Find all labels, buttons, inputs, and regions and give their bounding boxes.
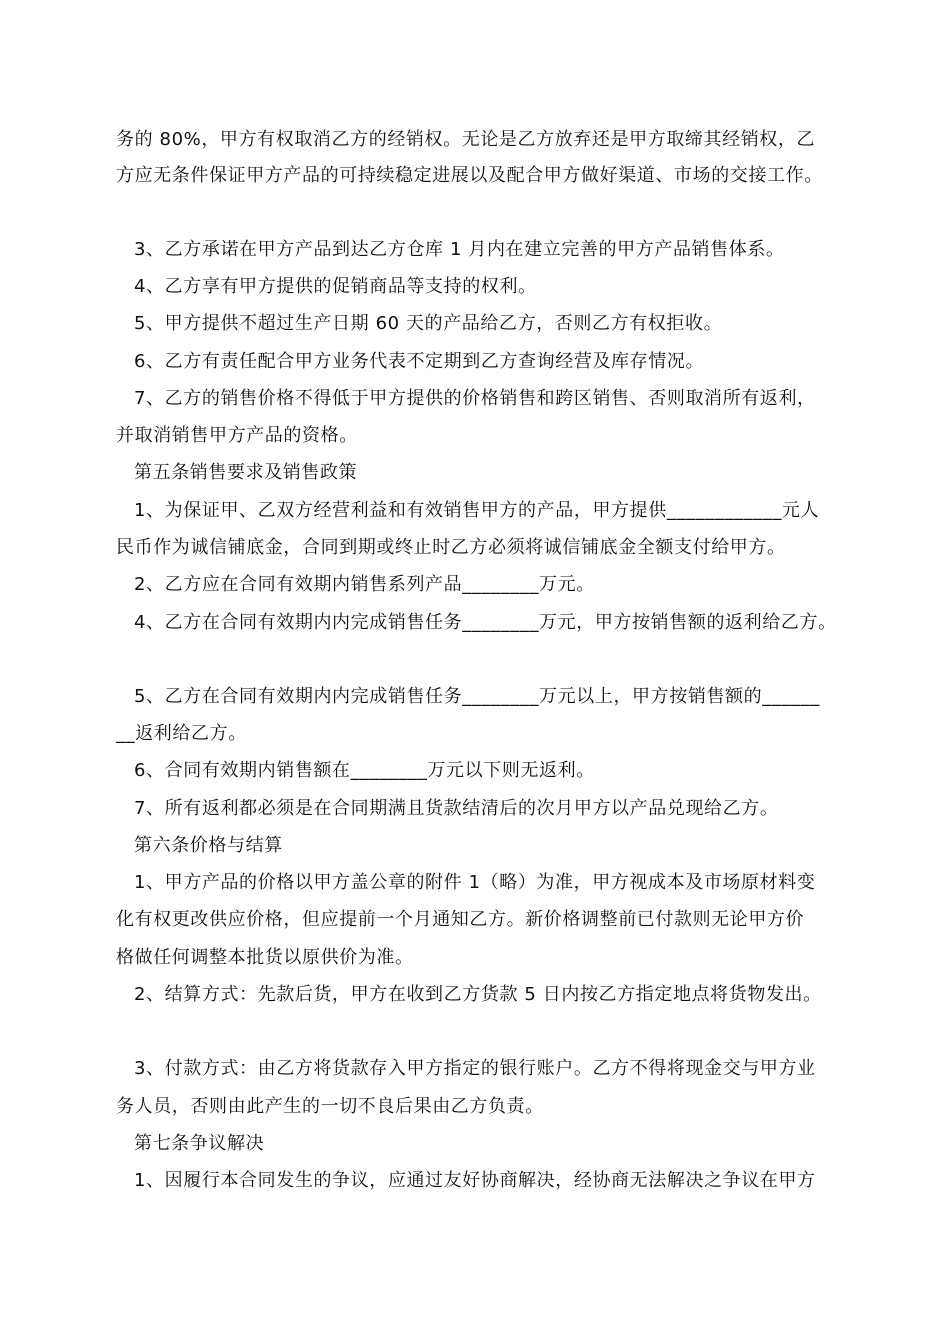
clause-5-7: 7、所有返利都必须是在合同期满且货款结清后的次月甲方以产品兑现给乙方。	[134, 798, 779, 819]
clause-6-3-cont: 务人员，否则由此产生的一切不良后果由乙方负责。	[116, 1096, 544, 1117]
clause-line-3: 3、乙方承诺在甲方产品到达乙方仓库 1 月内在建立完善的甲方产品销售体系。	[134, 239, 785, 260]
paragraph-line-1: 务的 80%，甲方有权取消乙方的经销权。无论是乙方放弃还是甲方取缔其经销权，乙	[116, 129, 816, 150]
clause-7-1: 1、因履行本合同发生的争议，应通过友好协商解决，经协商无法解决之争议在甲方	[134, 1170, 816, 1191]
clause-6-1-cont-1: 化有权更改供应价格，但应提前一个月通知乙方。新价格调整前已付款则无论甲方价	[116, 909, 805, 930]
clause-6-1-cont-2: 格做任何调整本批货以原供价为准。	[116, 947, 414, 968]
clause-5-5-cont: __返利给乙方。	[116, 723, 247, 744]
clause-6-2: 2、结算方式：先款后货，甲方在收到乙方货款 5 日内按乙方指定地点将货物发出。	[134, 984, 822, 1005]
clause-5-2: 2、乙方应在合同有效期内销售系列产品________万元。	[134, 574, 595, 595]
clause-5-5: 5、乙方在合同有效期内内完成销售任务________万元以上，甲方按销售额的______	[134, 686, 820, 707]
clause-line-4: 4、乙方享有甲方提供的促销商品等支持的权利。	[134, 276, 537, 297]
clause-6-3: 3、付款方式：由乙方将货款存入甲方指定的银行账户。乙方不得将现金交与甲方业	[134, 1058, 816, 1079]
clause-6-1: 1、甲方产品的价格以甲方盖公章的附件 1（略）为准，甲方视成本及市场原材料变	[134, 872, 816, 893]
clause-line-5: 5、甲方提供不超过生产日期 60 天的产品给乙方，否则乙方有权拒收。	[134, 313, 723, 334]
clause-line-7-cont: 并取消销售甲方产品的资格。	[116, 425, 358, 446]
clause-5-1-cont: 民币作为诚信铺底金，合同到期或终止时乙方必须将诚信铺底金全额支付给甲方。	[116, 537, 786, 558]
paragraph-line-2: 方应无条件保证甲方产品的可持续稳定进展以及配合甲方做好渠道、市场的交接工作。	[116, 165, 823, 186]
clause-5-4: 4、乙方在合同有效期内内完成销售任务________万元，甲方按销售额的返利给乙方。	[134, 612, 837, 633]
clause-5-6: 6、合同有效期内销售额在________万元以下则无返利。	[134, 760, 595, 781]
clause-5-1: 1、为保证甲、乙双方经营利益和有效销售甲方的产品，甲方提供____________元人	[134, 500, 820, 521]
clause-line-6: 6、乙方有责任配合甲方业务代表不定期到乙方查询经营及库存情况。	[134, 351, 705, 372]
section-heading-6: 第六条价格与结算	[134, 835, 283, 856]
section-heading-5: 第五条销售要求及销售政策	[134, 462, 358, 483]
section-heading-7: 第七条争议解决	[134, 1133, 265, 1154]
clause-line-7: 7、乙方的销售价格不得低于甲方提供的价格销售和跨区销售、否则取消所有返利，	[134, 388, 816, 409]
